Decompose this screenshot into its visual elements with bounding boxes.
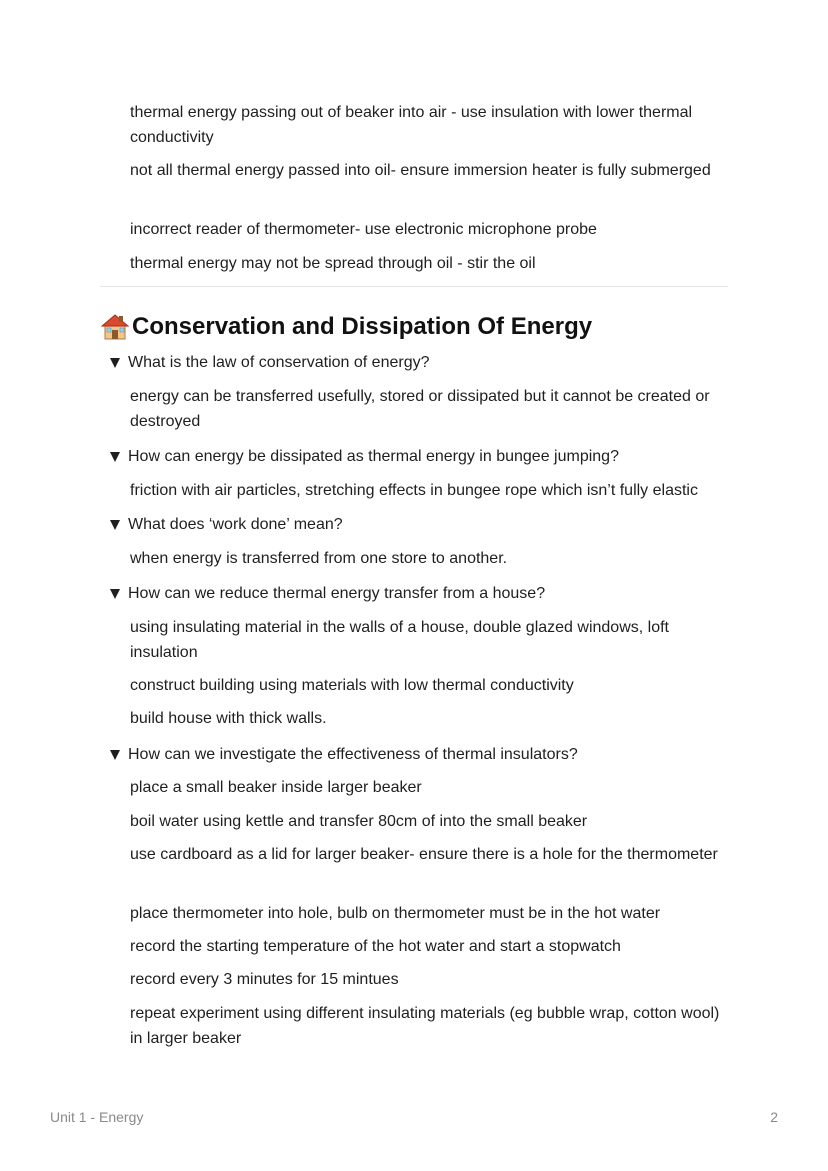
house-icon bbox=[100, 312, 130, 342]
toggle-question-text: How can we reduce thermal energy transfer from a house? bbox=[128, 585, 546, 602]
toggle-answer: using insulating material in the walls of a house, double glazed windows, loft insulation bbox=[130, 619, 669, 661]
toggle-question[interactable] bbox=[110, 444, 619, 469]
triangle-down-icon[interactable] bbox=[110, 358, 120, 368]
toggle-question-text: How can energy be dissipated as thermal energy in bungee jumping? bbox=[128, 448, 619, 465]
section-title: Conservation and Dissipation Of Energy bbox=[132, 313, 593, 340]
intro-item: thermal energy may not be spread through oil - stir the oil bbox=[130, 255, 536, 272]
toggle-answer: record every 3 minutes for 15 mintues bbox=[130, 971, 399, 988]
section-heading bbox=[100, 310, 592, 344]
toggle-answer: place a small beaker inside larger beaker bbox=[130, 779, 422, 796]
toggle-answer: friction with air particles, stretching effects in bungee rope which isn’t fully elastic bbox=[130, 482, 698, 499]
toggle-answer: repeat experiment using different insulating materials (eg bubble wrap, cotton wool) in larger beaker bbox=[130, 1005, 720, 1047]
toggle-answer: record the starting temperature of the hot water and start a stopwatch bbox=[130, 938, 621, 955]
toggle-answer: boil water using kettle and transfer 80cm of into the small beaker bbox=[130, 813, 588, 830]
intro-item: incorrect reader of thermometer- use electronic microphone probe bbox=[130, 221, 597, 238]
triangle-down-icon[interactable] bbox=[110, 520, 120, 530]
divider bbox=[100, 286, 728, 287]
toggle-answer: energy can be transferred usefully, stored or dissipated but it cannot be created or destroyed bbox=[130, 388, 710, 430]
toggle-question[interactable] bbox=[110, 512, 343, 537]
page-number: 2 bbox=[770, 1109, 778, 1125]
triangle-down-icon[interactable] bbox=[110, 750, 120, 760]
toggle-answer: when energy is transferred from one store to another. bbox=[130, 550, 508, 567]
toggle-question[interactable] bbox=[110, 581, 545, 606]
toggle-question-text: What is the law of conservation of energy? bbox=[128, 354, 430, 371]
toggle-question-text: What does ‘work done’ mean? bbox=[128, 516, 343, 533]
intro-item: thermal energy passing out of beaker into air - use insulation with lower thermal conductivity bbox=[130, 104, 693, 146]
toggle-answer: build house with thick walls. bbox=[130, 710, 327, 727]
toggle-answer: use cardboard as a lid for larger beaker- ensure there is a hole for the thermometer bbox=[130, 846, 718, 863]
toggle-answer: construct building using materials with low thermal conductivity bbox=[130, 677, 574, 694]
toggle-answer: place thermometer into hole, bulb on thermometer must be in the hot water bbox=[130, 905, 661, 922]
triangle-down-icon[interactable] bbox=[110, 452, 120, 462]
toggle-question[interactable] bbox=[110, 350, 430, 375]
intro-item: not all thermal energy passed into oil- ensure immersion heater is fully submerged bbox=[130, 162, 711, 179]
toggle-question-text: How can we investigate the effectiveness of thermal insulators? bbox=[128, 746, 578, 763]
toggle-question[interactable] bbox=[110, 742, 578, 767]
triangle-down-icon[interactable] bbox=[110, 589, 120, 599]
footer-title: Unit 1 - Energy bbox=[50, 1109, 144, 1125]
